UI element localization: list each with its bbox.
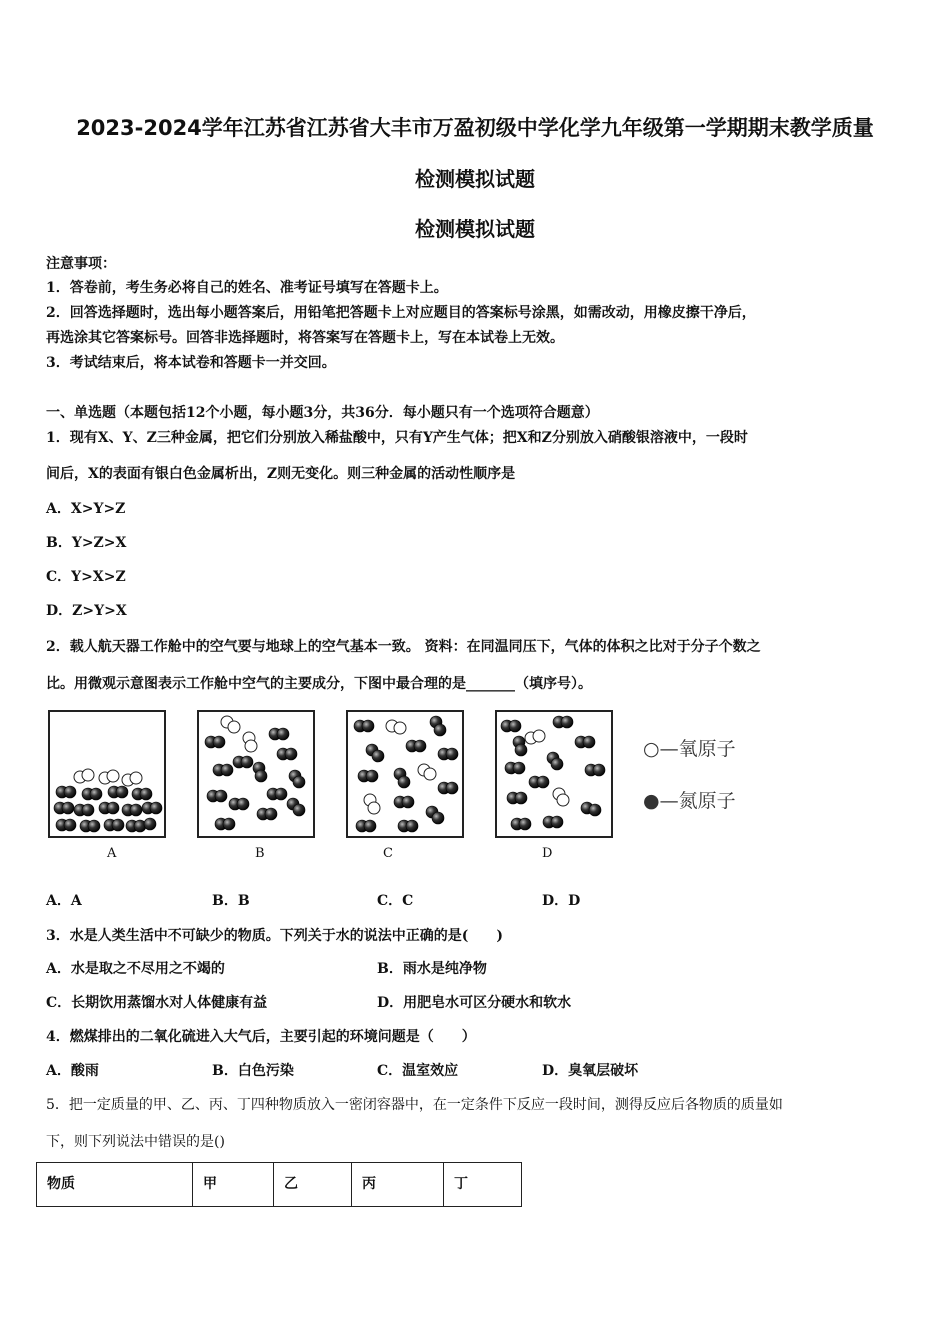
q1-option-d: D．Z>Y>X bbox=[46, 603, 127, 619]
paper-title-line3: 检测模拟试题 bbox=[415, 217, 535, 241]
table-header-substance: 物质 bbox=[37, 1163, 193, 1207]
q2-option-a: A．A bbox=[46, 893, 82, 909]
notice-heading: 注意事项： bbox=[46, 256, 116, 272]
diagram-label-c: C bbox=[383, 846, 393, 861]
q3-option-c: C．长期饮用蒸馏水对人体健康有益 bbox=[46, 995, 268, 1011]
q4-option-c: C．温室效应 bbox=[377, 1063, 459, 1079]
table-header-jia: 甲 bbox=[193, 1163, 274, 1207]
diagram-b-molecules bbox=[199, 712, 313, 836]
diagram-b bbox=[197, 710, 315, 838]
q3-option-b: B．雨水是纯净物 bbox=[377, 961, 487, 977]
notice-item-3: 3．考试结束后，将本试卷和答题卡一并交回。 bbox=[46, 355, 336, 371]
legend-nitrogen: ●—氮原子 bbox=[643, 790, 736, 812]
diagram-a-molecules bbox=[50, 712, 164, 836]
q2-option-c: C．C bbox=[377, 893, 414, 909]
q1-stem-line2: 间后，X的表面有银白色金属析出，Z则无变化。则三种金属的活动性顺序是 bbox=[46, 466, 516, 482]
q5-stem-line2: 下，则下列说法中错误的是() bbox=[46, 1134, 225, 1150]
paper-title-line1: 2023-2024学年江苏省江苏省大丰市万盈初级中学化学九年级第一学期期末教学质量 bbox=[76, 116, 874, 140]
q1-stem-line1: 1．现有X、Y、Z三种金属，把它们分别放入稀盐酸中，只有Y产生气体；把X和Z分别放入硝酸银溶液中，一段时 bbox=[46, 430, 748, 446]
q2-stem-line1: 2．载人航天器工作舱中的空气要与地球上的空气基本一致。 资料：在同温同压下，气体的体积之比对于分子个数之 bbox=[46, 639, 761, 655]
diagram-c bbox=[346, 710, 464, 838]
section-heading: 一、单选题（本题包括12个小题，每小题3分，共36分．每小题只有一个选项符合题意） bbox=[46, 405, 599, 421]
table-row bbox=[37, 1163, 522, 1207]
q5-stem-line1: 5．把一定质量的甲、乙、丙、丁四种物质放入一密闭容器中，在一定条件下反应一段时间，测得反应后各物质的质量如 bbox=[46, 1097, 783, 1113]
diagram-d bbox=[495, 710, 613, 838]
notice-item-2: 2．回答选择题时，选出每小题答案后，用铅笔把答题卡上对应题目的答案标号涂黑，如需改动，用橡皮擦干净后， bbox=[46, 305, 756, 321]
diagram-label-d: D bbox=[542, 846, 553, 861]
paper-title-line2: 检测模拟试题 bbox=[415, 167, 535, 191]
diagram-c-molecules bbox=[348, 712, 462, 836]
table-header-yi: 乙 bbox=[274, 1163, 352, 1207]
q2-stem-line2: 比。用微观示意图表示工作舱中空气的主要成分，下图中最合理的是_______（填序号）。 bbox=[46, 676, 592, 692]
q4-stem: 4．燃煤排出的二氧化硫进入大气后，主要引起的环境问题是（ ） bbox=[46, 1029, 476, 1045]
diagram-d-molecules bbox=[497, 712, 611, 836]
q5-table bbox=[36, 1162, 522, 1207]
q3-option-d: D．用肥皂水可区分硬水和软水 bbox=[377, 995, 572, 1011]
table-header-bing: 丙 bbox=[352, 1163, 444, 1207]
legend-oxygen: ○—氧原子 bbox=[643, 738, 736, 760]
q2-option-d: D．D bbox=[542, 893, 581, 909]
q2-option-b: B．B bbox=[212, 893, 250, 909]
notice-item-1: 1．答卷前，考生务必将自己的姓名、准考证号填写在答题卡上。 bbox=[46, 280, 448, 296]
diagram-legend bbox=[643, 720, 758, 838]
diagram-a bbox=[48, 710, 166, 838]
q3-option-a: A．水是取之不尽用之不竭的 bbox=[46, 961, 225, 977]
q3-stem: 3．水是人类生活中不可缺少的物质。下列关于水的说法中正确的是( ) bbox=[46, 928, 503, 944]
table-header-ding: 丁 bbox=[444, 1163, 522, 1207]
notice-item-2-cont: 再选涂其它答案标号。回答非选择题时，将答案写在答题卡上，写在本试卷上无效。 bbox=[46, 330, 564, 346]
diagram-label-b: B bbox=[255, 846, 265, 861]
q1-option-a: A．X>Y>Z bbox=[46, 501, 126, 517]
q1-option-c: C．Y>X>Z bbox=[46, 569, 126, 585]
diagram-label-a: A bbox=[107, 846, 117, 861]
q4-option-b: B．白色污染 bbox=[212, 1063, 294, 1079]
q4-option-d: D．臭氧层破坏 bbox=[542, 1063, 639, 1079]
q1-option-b: B．Y>Z>X bbox=[46, 535, 127, 551]
q4-option-a: A．酸雨 bbox=[46, 1063, 99, 1079]
